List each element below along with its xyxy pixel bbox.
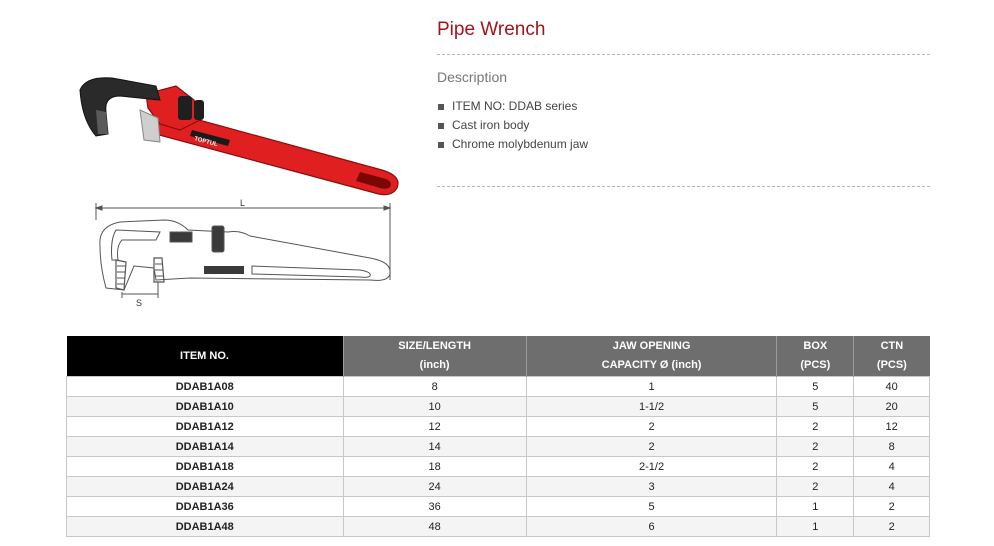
table-row: [67, 477, 930, 497]
cell-ctn: 20: [854, 397, 930, 417]
cell-ctn: 4: [854, 457, 930, 477]
cell-size: 18: [343, 457, 526, 477]
cell-ctn: 12: [854, 417, 930, 437]
cell-box: 2: [777, 437, 854, 457]
cell-jaw: 2-1/2: [526, 457, 777, 477]
cell-item-no: DDAB1A10: [67, 397, 344, 417]
cell-box: 1: [777, 517, 854, 537]
description-heading: Description: [437, 69, 508, 85]
cell-item-no: DDAB1A08: [67, 377, 344, 397]
table-row: [67, 517, 930, 537]
cell-ctn: 2: [854, 497, 930, 517]
cell-box: 1: [777, 497, 854, 517]
cell-jaw: 1-1/2: [526, 397, 777, 417]
cell-item-no: DDAB1A36: [67, 497, 344, 517]
spec-table: [66, 336, 930, 537]
cell-jaw: 3: [526, 477, 777, 497]
header-jaw-opening: JAW OPENING CAPACITY Ø (inch): [526, 336, 777, 377]
cell-jaw: 1: [526, 377, 777, 397]
table-row: [67, 397, 930, 417]
cell-box: 2: [777, 457, 854, 477]
header-ctn: CTN (PCS): [854, 336, 930, 377]
pipe-wrench-drawing: [96, 203, 390, 298]
dimension-label-s: S: [136, 298, 143, 308]
table-row: [67, 437, 930, 457]
bullet-icon: [438, 104, 444, 110]
cell-item-no: DDAB1A12: [67, 417, 344, 437]
table-row: [67, 377, 930, 397]
cell-box: 5: [777, 397, 854, 417]
product-image: [60, 60, 420, 310]
feature-list: [437, 97, 930, 154]
feature-text: Cast iron body: [452, 118, 530, 132]
cell-ctn: 40: [854, 377, 930, 397]
feature-item: [437, 97, 930, 116]
table-header-row: [67, 336, 930, 377]
brand-label: TOPTUL: [193, 136, 219, 149]
table-row: [67, 457, 930, 477]
header-size-length: SIZE/LENGTH (inch): [343, 336, 526, 377]
cell-size: 10: [343, 397, 526, 417]
cell-item-no: DDAB1A24: [67, 477, 344, 497]
pipe-wrench-photo: [80, 78, 398, 195]
feature-item: [437, 116, 930, 135]
cell-jaw: 5: [526, 497, 777, 517]
product-title: Pipe Wrench: [437, 19, 546, 40]
cell-item-no: DDAB1A48: [67, 517, 344, 537]
cell-size: 48: [343, 517, 526, 537]
cell-box: 5: [777, 377, 854, 397]
cell-ctn: 8: [854, 437, 930, 457]
table-row: [67, 497, 930, 517]
bullet-icon: [438, 123, 444, 129]
cell-size: 12: [343, 417, 526, 437]
cell-jaw: 2: [526, 437, 777, 457]
cell-box: 2: [777, 477, 854, 497]
feature-text: ITEM NO: DDAB series: [452, 99, 578, 113]
bullet-icon: [438, 142, 444, 148]
table-row: [67, 417, 930, 437]
header-item-no: ITEM NO.: [67, 336, 344, 377]
feature-item: [437, 135, 930, 154]
cell-size: 8: [343, 377, 526, 397]
cell-jaw: 2: [526, 417, 777, 437]
dimension-label-l: L: [240, 198, 246, 208]
cell-box: 2: [777, 417, 854, 437]
feature-text: Chrome molybdenum jaw: [452, 137, 589, 151]
pipe-wrench-illustration: [60, 60, 420, 310]
divider: [437, 54, 930, 55]
header-box: BOX (PCS): [777, 336, 854, 377]
cell-size: 14: [343, 437, 526, 457]
cell-jaw: 6: [526, 517, 777, 537]
cell-item-no: DDAB1A18: [67, 457, 344, 477]
product-details: [437, 14, 930, 187]
cell-size: 24: [343, 477, 526, 497]
cell-size: 36: [343, 497, 526, 517]
divider: [437, 186, 930, 187]
cell-ctn: 2: [854, 517, 930, 537]
cell-item-no: DDAB1A14: [67, 437, 344, 457]
cell-ctn: 4: [854, 477, 930, 497]
